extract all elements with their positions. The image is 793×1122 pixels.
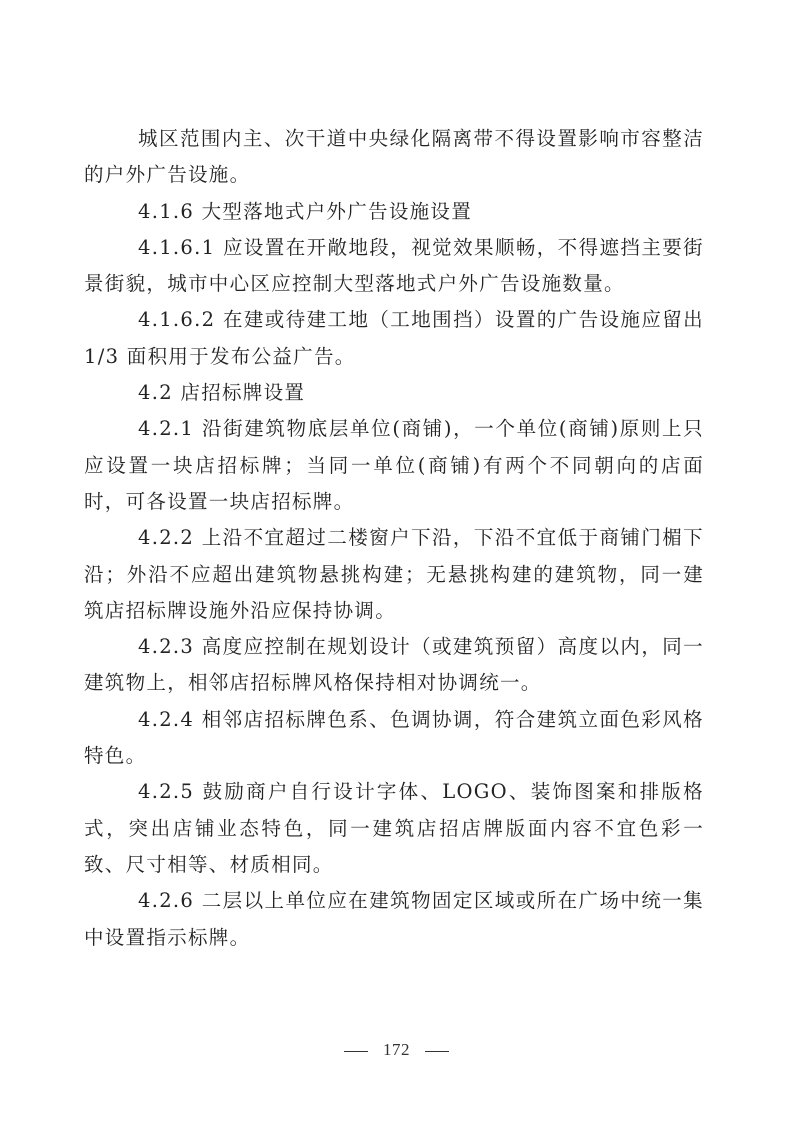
heading-4-2: 4.2 店招标牌设置 <box>138 381 306 405</box>
paragraph-4-2-3: 4.2.3 高度应控制在规划设计（或建筑预留）高度以内，同一建筑物上，相邻店招标牌风格保持相对协调统一。 <box>84 635 704 695</box>
paragraph-median-ad-rule: 城区范围内主、次干道中央绿化隔离带不得设置影响市容整洁的户外广告设施。 <box>84 127 704 187</box>
footer-dash-left <box>344 1051 368 1052</box>
paragraph-4-2-6: 4.2.6 二层以上单位应在建筑物固定区域或所在广场中统一集中设置指示标牌。 <box>84 889 704 949</box>
page-footer <box>0 1040 793 1060</box>
paragraph-4-2-2: 4.2.2 上沿不宜超过二楼窗户下沿，下沿不宜低于商铺门楣下沿；外沿不应超出建筑物悬挑构建；无悬挑构建的建筑物，同一建筑店招标牌设施外沿应保持协调。 <box>84 526 704 622</box>
paragraph-4-1-6-2: 4.1.6.2 在建或待建工地（工地围挡）设置的广告设施应留出1/3 面积用于发布公益广告。 <box>84 308 704 368</box>
paragraph-4-2-4: 4.2.4 相邻店招标牌色系、色调协调，符合建筑立面色彩风格特色。 <box>84 707 704 768</box>
paragraph-4-2-5: 4.2.5 鼓励商户自行设计字体、LOGO、装饰图案和排版格式，突出店铺业态特色，同一建筑店招店牌版面内容不宜色彩一致、尺寸相等、材质相同。 <box>84 780 704 876</box>
paragraph-4-2-1: 4.2.1 沿街建筑物底层单位(商铺)，一个单位(商铺)原则上只应设置一块店招标牌；当同一单位(商铺)有两个不同朝向的店面时，可各设置一块店招标牌。 <box>84 417 704 513</box>
paragraph-4-1-6-1: 4.1.6.1 应设置在开敞地段，视觉效果顺畅，不得遮挡主要街景街貌，城市中心区应控制大型落地式户外广告设施数量。 <box>84 235 704 296</box>
document-body <box>84 121 704 956</box>
footer-dash-right <box>425 1051 449 1052</box>
page-number: 172 <box>383 1040 410 1059</box>
heading-4-1-6: 4.1.6 大型落地式户外广告设施设置 <box>138 199 473 223</box>
